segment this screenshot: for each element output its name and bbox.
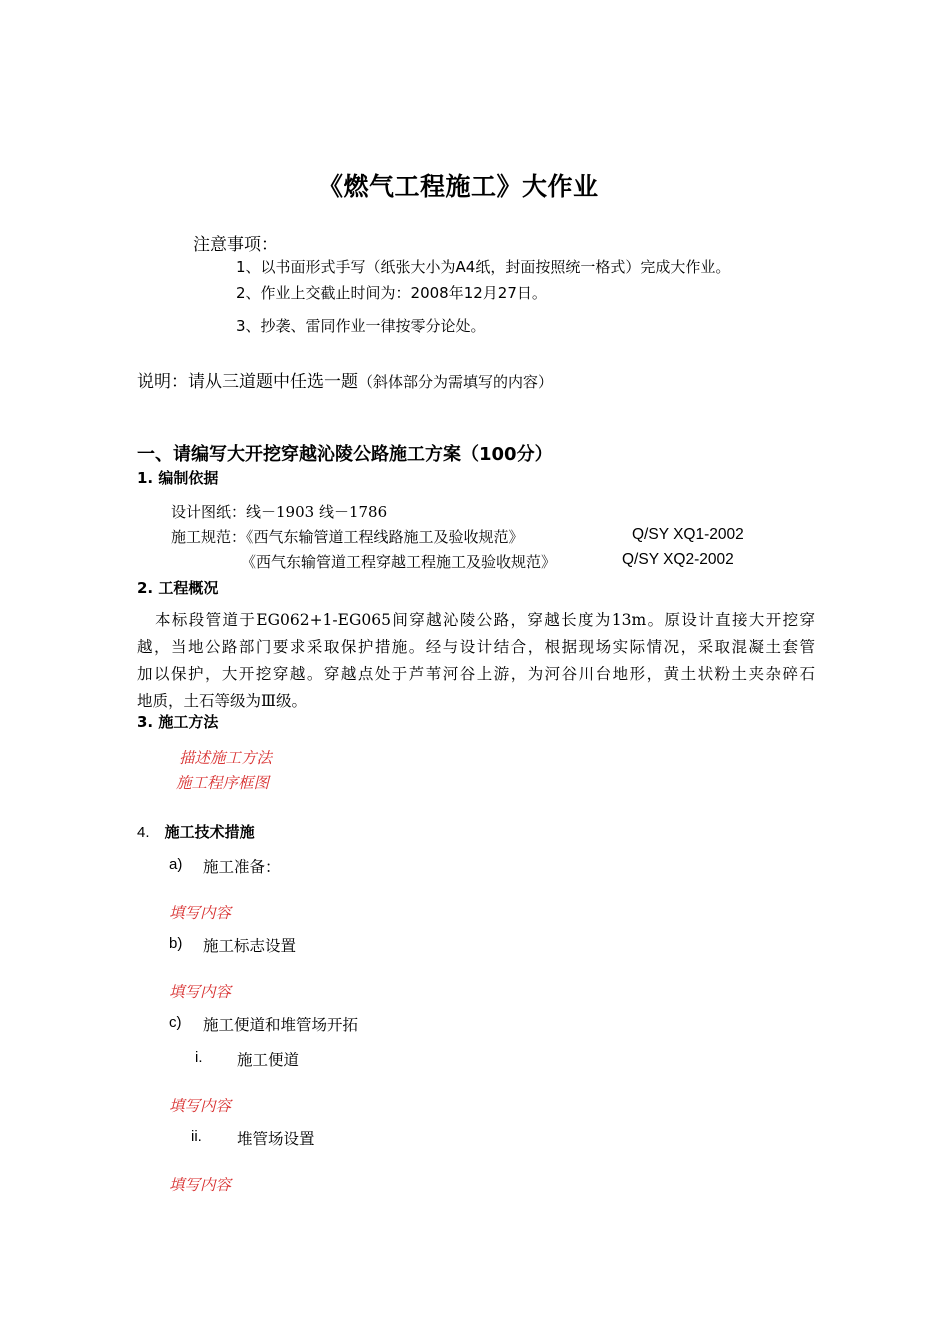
notice-item-1: 1、以书面形式手写（纸张大小为A4纸，封面按照统一格式）完成大作业。 (236, 258, 731, 276)
overview-paragraph (137, 607, 815, 715)
item-a-label: a) (169, 856, 183, 873)
spec-1-code: Q/SY XQ1-2002 (632, 526, 744, 543)
measures-heading-row (137, 821, 255, 842)
item-cii-label: ii. (191, 1128, 202, 1145)
overview-line-3: 加以保护，大开挖穿越。穿越点处于芦苇河谷上游，为河谷川台地形，黄土状粉土夹杂碎石 (137, 665, 815, 683)
overview-heading: 2. 工程概况 (137, 579, 219, 597)
notice-heading: 注意事项： (193, 235, 278, 255)
explanation-note: （斜体部分为需填写的内容） (358, 373, 554, 391)
notice-item-2: 2、作业上交截止时间为：2008年12月27日。 (236, 284, 547, 302)
measures-number: 4. (137, 824, 150, 841)
explanation-main: 说明：请从三道题中任选一题 (137, 372, 358, 392)
spec-1: 《西气东输管道工程线路施工及验收规范》 (246, 528, 524, 546)
item-b-fill: 填写内容 (169, 983, 232, 1001)
item-b-text: 施工标志设置 (203, 937, 297, 955)
item-c-label: c) (169, 1014, 182, 1031)
section-title: 一、请编写大开挖穿越沁陵公路施工方案（100分） (137, 444, 553, 465)
item-ci-text: 施工便道 (237, 1051, 300, 1069)
document-title: 《燃气工程施工》大作业 (318, 172, 599, 201)
item-c-text: 施工便道和堆管场开拓 (203, 1016, 359, 1034)
overview-line-1: 本标段管道于EG062+1-EG065间穿越沁陵公路，穿越长度为13m。原设计直接大开挖穿 (155, 611, 815, 629)
basis-heading: 1. 编制依据 (137, 469, 219, 487)
item-b-label: b) (169, 935, 183, 952)
basis-spec-row-1 (171, 526, 524, 547)
overview-line-2: 越，当地公路部门要求采取保护措施。经与设计结合，根据现场实际情况，采取混凝土套管 (137, 638, 815, 656)
method-fill-flowchart: 施工程序框图 (176, 774, 270, 792)
item-ci-label: i. (195, 1049, 203, 1066)
method-fill-description: 描述施工方法 (179, 749, 273, 767)
spec-label: 施工规范： (171, 528, 247, 546)
overview-line-4: 地质，土石等级为Ⅲ级。 (137, 692, 307, 710)
spec-2-code: Q/SY XQ2-2002 (622, 551, 734, 568)
item-a-fill: 填写内容 (169, 904, 232, 922)
spec-2: 《西气东输管道工程穿越工程施工及验收规范》 (241, 553, 557, 571)
item-ci-fill: 填写内容 (169, 1097, 232, 1115)
basis-drawings: 设计图纸：线－1903 线－1786 (171, 503, 388, 521)
notice-item-3: 3、抄袭、雷同作业一律按零分论处。 (236, 317, 486, 335)
item-cii-text: 堆管场设置 (237, 1130, 315, 1148)
explanation (137, 367, 553, 392)
item-a-text: 施工准备： (203, 858, 281, 876)
item-cii-fill: 填写内容 (169, 1176, 232, 1194)
measures-heading: 施工技术措施 (164, 823, 255, 841)
method-heading: 3. 施工方法 (137, 713, 219, 731)
